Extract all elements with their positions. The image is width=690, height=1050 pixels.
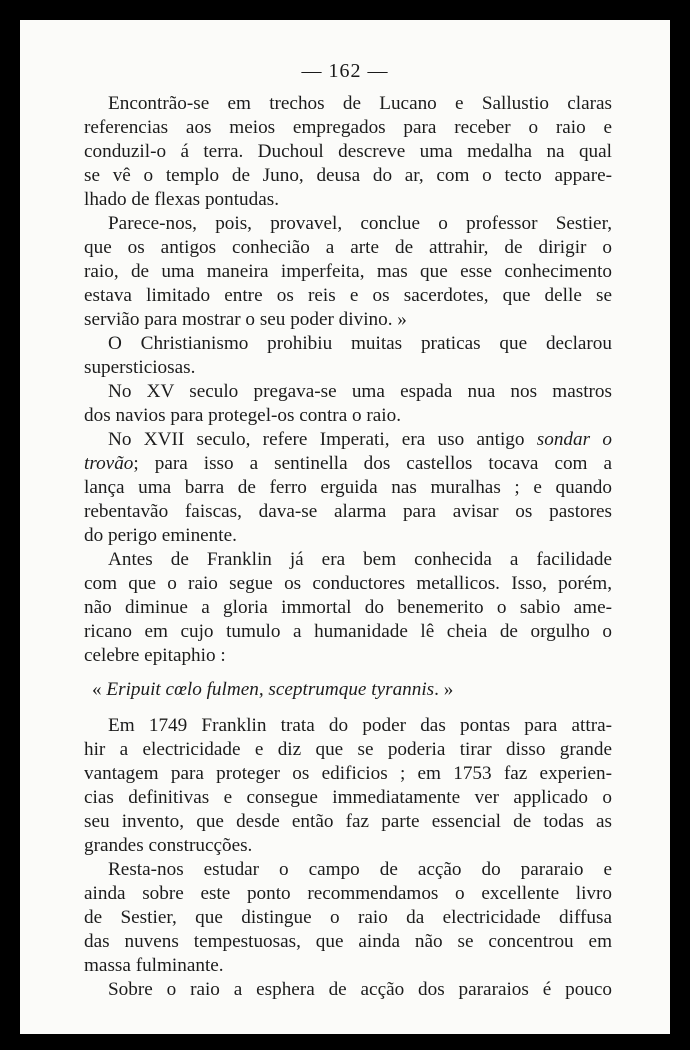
text-line: que os antigos conhecião a arte de attrahir, de dirigir o xyxy=(84,237,612,258)
text-line: ainda sobre este ponto recommendamos o excellente livro xyxy=(84,883,612,904)
paragraph-2 xyxy=(84,212,612,332)
paragraph-3 xyxy=(84,332,612,380)
text-line: seu invento, que desde então faz parte essencial de todas as xyxy=(84,811,612,832)
text-line xyxy=(84,452,612,476)
text-line: de Sestier, que distingue o raio da electricidade diffusa xyxy=(84,907,612,928)
text-line xyxy=(84,428,612,452)
text-line: cias definitivas e consegue immediatamente ver applicado o xyxy=(84,787,612,808)
text-run: ; para isso a sentinella dos castellos tocava com a xyxy=(133,453,612,474)
text-line: massa fulminante. xyxy=(84,955,224,976)
text-line: lança uma barra de ferro erguida nas muralhas ; e quando xyxy=(84,477,612,498)
text-line: do perigo eminente. xyxy=(84,525,237,546)
text-line: referencias aos meios empregados para receber o raio e xyxy=(84,117,612,138)
paragraph-5 xyxy=(84,428,612,548)
text-line: servião para mostrar o seu poder divino. » xyxy=(84,309,407,330)
paragraph-4 xyxy=(84,380,612,428)
text-run: No XVII seculo, refere Imperati, era uso antigo xyxy=(108,429,537,450)
text-line: conduzil-o á terra. Duchoul descreve uma medalha na qual xyxy=(84,141,612,162)
text-line: No XV seculo pregava-se uma espada nua nos mastros xyxy=(108,381,612,402)
text-line: das nuvens tempestuosas, que ainda não se concentrou em xyxy=(84,931,612,952)
paragraph-9 xyxy=(84,978,612,1002)
text-line: O Christianismo prohibiu muitas praticas que declarou xyxy=(108,333,612,354)
text-line: lhado de flexas pontudas. xyxy=(84,189,280,210)
text-line: Em 1749 Franklin trata do poder das pontas para attra- xyxy=(108,715,612,736)
paragraph-1 xyxy=(84,92,612,212)
italic-run: sondar o xyxy=(536,429,612,450)
text-line: rebentavão faiscas, dava-se alarma para avisar os pastores xyxy=(84,501,612,522)
page-number: — 162 — xyxy=(301,60,389,82)
text-line: hir a electricidade e diz que se poderia tirar disso grande xyxy=(84,739,612,760)
italic-run: trovão xyxy=(84,453,134,474)
body-text xyxy=(84,92,612,1002)
paragraph-6 xyxy=(84,548,612,668)
quote-close: . » xyxy=(434,679,454,700)
text-line: grandes construcções. xyxy=(84,835,253,856)
text-line: Encontrão-se em trechos de Lucano e Sallustio claras xyxy=(108,93,612,114)
book-page xyxy=(20,20,670,1034)
paragraph-7 xyxy=(84,714,612,858)
text-line: Resta-nos estudar o campo de acção do pararaio e xyxy=(108,859,612,880)
text-line: Parece-nos, pois, provavel, conclue o professor Sestier, xyxy=(108,213,612,234)
text-line: vantagem para proteger os edificios ; em 1753 faz experien- xyxy=(84,763,612,784)
text-line: estava limitado entre os reis e os sacerdotes, que delle se xyxy=(84,285,612,306)
text-line: raio, de uma maneira imperfeita, mas que esse conhecimento xyxy=(84,261,612,282)
epitaph-quote xyxy=(84,678,612,702)
text-line: se vê o templo de Juno, deusa do ar, com o tecto appare- xyxy=(84,165,612,186)
text-line: com que o raio segue os conductores metallicos. Isso, porém, xyxy=(84,573,612,594)
text-line: dos navios para protegel-os contra o raio. xyxy=(84,405,402,426)
text-line: Sobre o raio a esphera de acção dos pararaios é pouco xyxy=(108,979,612,1000)
text-line: Antes de Franklin já era bem conhecida a facilidade xyxy=(108,549,612,570)
quote-open: « xyxy=(92,679,107,700)
quote-latin: Eripuit cœlo fulmen, sceptrumque tyrannis xyxy=(106,679,435,700)
text-line: celebre epitaphio : xyxy=(84,645,226,666)
paragraph-8 xyxy=(84,858,612,978)
text-line: supersticiosas. xyxy=(84,357,196,378)
text-line: não diminue a gloria immortal do benemerito o sabio ame- xyxy=(84,597,612,618)
text-line: ricano em cujo tumulo a humanidade lê cheia de orgulho o xyxy=(84,621,612,642)
